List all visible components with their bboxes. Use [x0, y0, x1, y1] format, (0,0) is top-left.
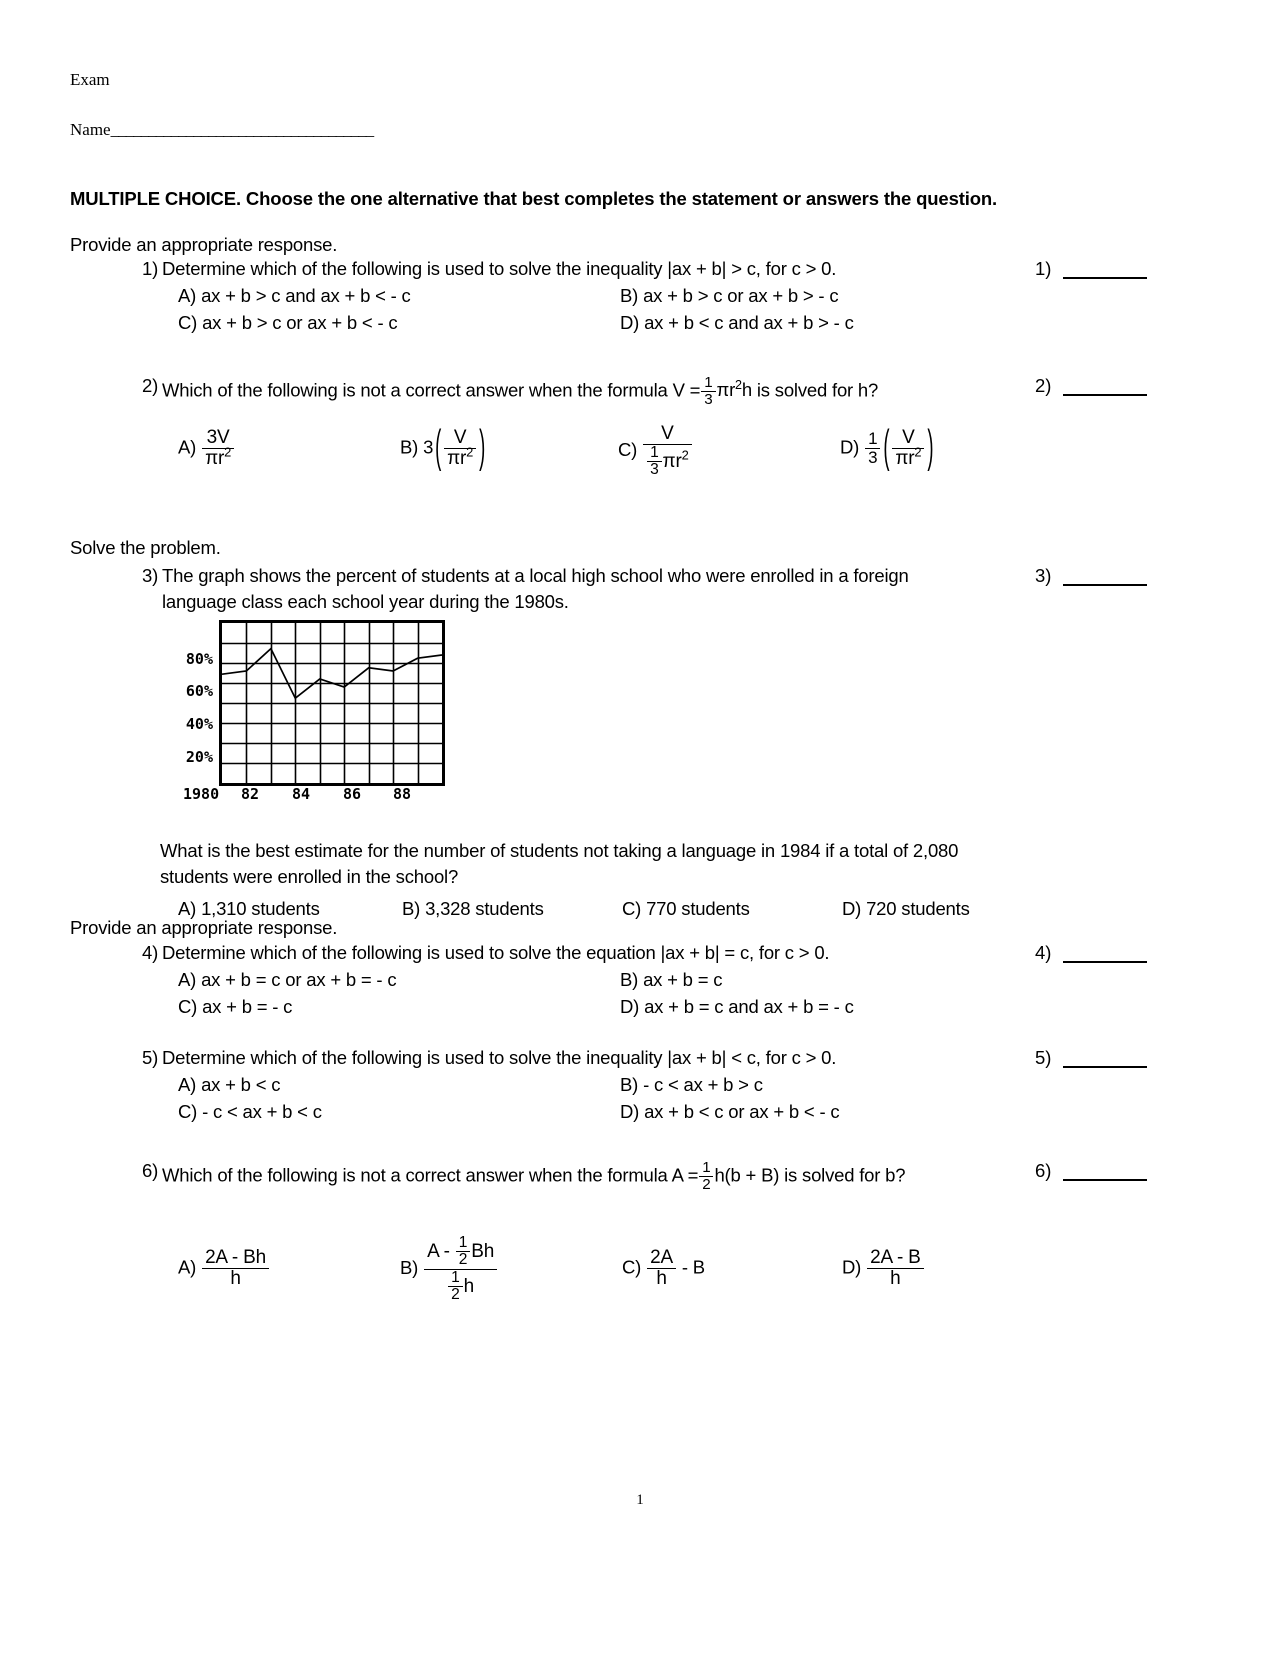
question-4-number: 4) [142, 942, 159, 963]
question-2-blank-rule[interactable] [1063, 394, 1147, 396]
question-4-blank-number: 4) [1035, 942, 1052, 963]
name-blank-rule: ___________________________________ [110, 120, 374, 139]
y-axis-tick-80: 80% [185, 650, 213, 668]
question-2-number: 2) [142, 375, 159, 396]
q2b-denominator: $\pi r^2$ [447, 444, 474, 469]
question-2-option-d-coefficient: $\frac{1}{3}$ [865, 430, 880, 467]
y-axis-tick-60: 60% [185, 682, 213, 700]
question-6-option-b-complex-fraction [424, 1235, 497, 1303]
question-4-blank-rule[interactable] [1063, 961, 1147, 963]
question-3-option-a[interactable]: A) 1,310 students [178, 898, 320, 919]
question-1-option-a[interactable]: A) ax + b > c and ax + b < - c [178, 285, 411, 306]
exam-label: Exam [70, 70, 110, 89]
question-5-blank-rule[interactable] [1063, 1066, 1147, 1068]
question-6-option-c[interactable]: C) $\frac{2A}{h}$ - B [622, 1247, 705, 1289]
question-1-number: 1) [142, 258, 159, 279]
question-6-option-a-fraction: $\frac{2A - Bh}{h}$ [202, 1248, 269, 1289]
q2c-denominator: $\frac{1}{3}$ $\pi r^2$ [643, 445, 692, 479]
q6b-inner-denominator-fraction: $\frac{1}{2}$ [448, 1270, 462, 1304]
question-6-option-c-fraction: $\frac{2A}{h}$ [647, 1248, 676, 1289]
question-6-option-a[interactable]: A) $\frac{2A - Bh}{h}$ [178, 1248, 270, 1289]
question-5-option-d[interactable]: D) ax + b < c or ax + b < - c [620, 1101, 840, 1122]
question-4-option-a[interactable]: A) ax + b = c or ax + b = - c [178, 969, 397, 990]
question-5-blank-number: 5) [1035, 1047, 1052, 1068]
question-2-option-b[interactable]: B) 3 ( $\frac{V}{\pi r^2}$ ) [400, 428, 487, 469]
question-6-coefficient-fraction: $\frac{1}{2}$ [699, 1160, 713, 1193]
question-6-option-c-tail: - B [681, 1256, 705, 1278]
question-1-option-b[interactable]: B) ax + b > c or ax + b > - c [620, 285, 839, 306]
question-1-option-d[interactable]: D) ax + b < c and ax + b > - c [620, 312, 854, 333]
x-axis-tick-84: 84 [292, 785, 311, 803]
question-5-option-c[interactable]: C) - c < ax + b < c [178, 1101, 322, 1122]
question-2-option-d[interactable]: D) $\frac{1}{3}$ ( $\frac{V}{\pi r^2}$ ) [840, 428, 935, 469]
question-6-option-d[interactable]: D) $\frac{2A - B}{h}$ [842, 1248, 925, 1289]
direction-provide-response-1: Provide an appropriate response. [70, 234, 338, 255]
question-5-number: 5) [142, 1047, 159, 1068]
question-2-option-a-fraction: $\frac{3V}{\pi r^2}$ [202, 428, 234, 469]
name-label: Name [70, 120, 111, 139]
q2d-denominator: $\pi r^2$ [895, 444, 922, 469]
question-1-blank-number: 1) [1035, 258, 1052, 279]
question-4-option-c[interactable]: C) ax + b = - c [178, 996, 293, 1017]
question-6-option-b[interactable]: B) A - $\frac{1}{2}$ Bh $\frac{1}{2}$ h [400, 1235, 498, 1303]
question-3-blank-number: 3) [1035, 565, 1052, 586]
question-3-blank-rule[interactable] [1063, 584, 1147, 586]
chart-svg [222, 623, 442, 783]
question-3-option-c[interactable]: C) 770 students [622, 898, 750, 919]
x-axis-tick-86: 86 [343, 785, 362, 803]
question-6-option-d-fraction: $\frac{2A - B}{h}$ [867, 1248, 924, 1289]
x-axis-tick-1980: 1980 [183, 785, 220, 803]
page-number: 1 [636, 1492, 644, 1508]
left-paren: ( [435, 420, 442, 472]
y-axis-tick-40: 40% [185, 715, 213, 733]
x-axis-tick-88: 88 [393, 785, 412, 803]
question-6-number: 6) [142, 1160, 159, 1181]
y-axis-tick-20: 20% [185, 748, 213, 766]
question-5-stem: Determine which of the following is used to solve the inequality |ax + b| < c, for c > 0. [162, 1047, 837, 1068]
direction-provide-response-2: Provide an appropriate response. [70, 917, 338, 938]
q6b-numerator: A - $\frac{1}{2}$ Bh [424, 1235, 497, 1270]
chart-plot-area [219, 620, 445, 786]
q2c-inner-fraction: $\frac{1}{3}$ [647, 445, 661, 479]
right-paren: ) [479, 420, 486, 472]
left-paren: ( [883, 420, 890, 472]
question-3-option-d[interactable]: D) 720 students [842, 898, 970, 919]
q2a-denominator: $\pi r^2$ [205, 444, 232, 469]
question-2-formula-body: $\pi r^2h$ [716, 378, 752, 401]
question-2-stem: Which of the following is not a correct answer when the formula V = $\frac{1}{3}$ $\pi r^2h$ is solved for h? [162, 374, 879, 408]
q6b-inner-numerator-fraction: $\frac{1}{2}$ [456, 1235, 470, 1269]
question-3-stem-line-1: The graph shows the percent of students at a local high school who were enrolled in a foreign [162, 565, 909, 586]
question-4-option-d[interactable]: D) ax + b = c and ax + b = - c [620, 996, 854, 1017]
question-5-abs-expression: |ax + b| [667, 1047, 727, 1068]
question-1-abs-expression: |ax + b| [667, 258, 727, 279]
question-2-option-d-fraction: $\frac{V}{\pi r^2}$ [892, 428, 924, 469]
question-3-followup-line-1: What is the best estimate for the number of students not taking a language in 1984 if a total of 2,080 [160, 840, 959, 861]
question-6-blank-rule[interactable] [1063, 1179, 1147, 1181]
question-2-blank-number: 2) [1035, 375, 1052, 396]
name-field-row [70, 120, 373, 140]
question-2-option-a[interactable]: A) $\frac{3V}{\pi r^2}$ [178, 428, 235, 469]
question-3-followup-line-2: students were enrolled in the school? [160, 866, 459, 887]
multiple-choice-instruction: MULTIPLE CHOICE. Choose the one alternative that best completes the statement or answers the question. [70, 188, 997, 209]
question-2-coefficient-fraction: $\frac{1}{3}$ [701, 375, 715, 408]
question-3-number: 3) [142, 565, 159, 586]
question-2-option-c[interactable]: C) V $\frac{1}{3}$ $\pi r^2$ [618, 424, 693, 479]
q6b-denominator: $\frac{1}{2}$ h [424, 1270, 497, 1304]
foreign-language-enrollment-line-chart [155, 620, 455, 810]
question-2-option-b-fraction: $\frac{V}{\pi r^2}$ [444, 428, 476, 469]
direction-solve-problem: Solve the problem. [70, 537, 221, 558]
question-5-option-b[interactable]: B) - c < ax + b > c [620, 1074, 763, 1095]
question-3-stem-line-2: language class each school year during the 1980s. [162, 591, 569, 612]
question-1-option-c[interactable]: C) ax + b > c or ax + b < - c [178, 312, 398, 333]
question-1-blank-rule[interactable] [1063, 277, 1147, 279]
question-3-option-b[interactable]: B) 3,328 students [402, 898, 544, 919]
right-paren: ) [927, 420, 934, 472]
question-4-abs-expression: |ax + b| [660, 942, 720, 963]
question-6-blank-number: 6) [1035, 1160, 1052, 1181]
question-1-stem: Determine which of the following is used to solve the inequality |ax + b| > c, for c > 0. [162, 258, 837, 279]
question-5-option-a[interactable]: A) ax + b < c [178, 1074, 281, 1095]
question-2-option-c-complex-fraction: V $\frac{1}{3}$ $\pi r^2$ [643, 424, 692, 479]
x-axis-tick-82: 82 [241, 785, 260, 803]
question-4-option-b[interactable]: B) ax + b = c [620, 969, 723, 990]
question-6-stem: Which of the following is not a correct answer when the formula A = $\frac{1}{2}$ h(b + B) is solved for b? [162, 1159, 906, 1193]
question-4-stem: Determine which of the following is used to solve the equation |ax + b| = c, for c > 0. [162, 942, 830, 963]
